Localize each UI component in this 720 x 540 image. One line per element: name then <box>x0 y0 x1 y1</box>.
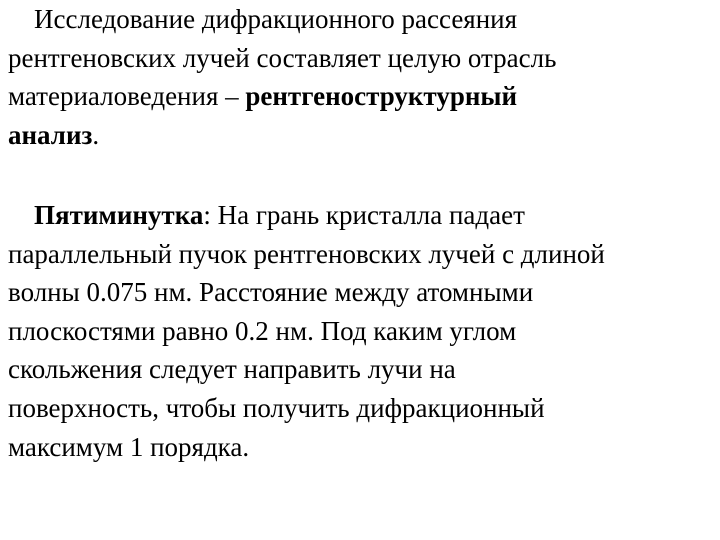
task-line-6: поверхность, чтобы получить дифракционный <box>8 392 545 423</box>
task-line-5: скольжения следует направить лучи на <box>8 354 456 385</box>
intro-line-2: рентгеновских лучей составляет целую отрасль <box>8 42 557 73</box>
intro-line-1: Исследование дифракционного рассеяния <box>34 4 518 34</box>
intro-paragraph <box>8 0 720 154</box>
task-heading: Пятиминутка <box>34 200 204 230</box>
intro-line-3-text: материаловедения – <box>8 81 246 112</box>
task-line-1-text: : На грань кристалла падает <box>203 200 525 230</box>
task-line-3: волны 0.075 нм. Расстояние между атомными <box>8 277 534 308</box>
intro-line-3 <box>8 77 720 116</box>
intro-term-bold: рентгеноструктурный <box>245 81 518 112</box>
intro-term-bold-2: анализ <box>8 119 93 150</box>
intro-line-4 <box>8 116 720 155</box>
task-paragraph <box>8 196 720 466</box>
task-line-7: максимум 1 порядка. <box>8 431 250 462</box>
task-line-1 <box>8 196 720 235</box>
task-line-2: параллельный пучок рентгеновских лучей с длиной <box>8 238 605 269</box>
task-line-4: плоскостями равно 0.2 нм. Под каким углом <box>8 315 517 346</box>
intro-line-4-end: . <box>92 119 100 150</box>
